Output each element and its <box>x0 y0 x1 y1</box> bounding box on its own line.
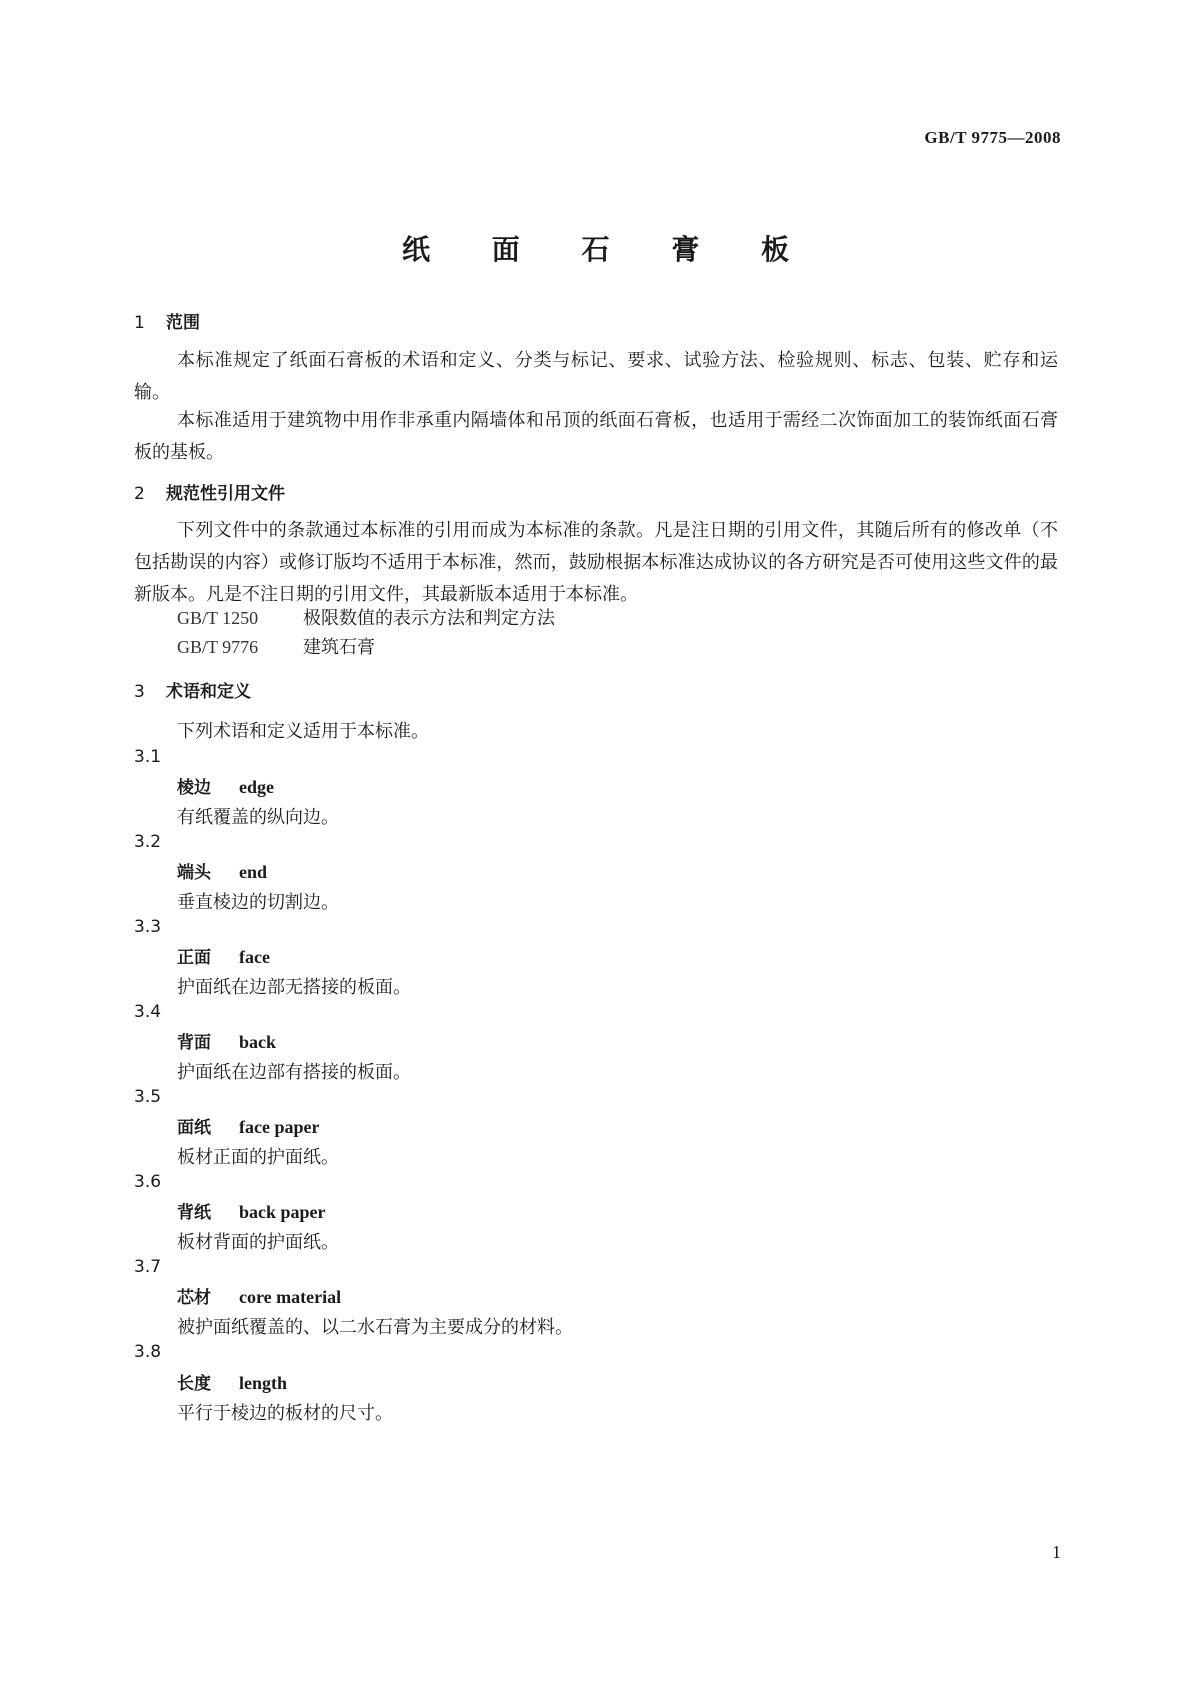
standard-code: GB/T 9775—2008 <box>924 128 1061 147</box>
term-entry <box>177 773 274 798</box>
term-en: face paper <box>239 1117 320 1137</box>
term-entry <box>177 1113 319 1138</box>
term-zh: 端头 <box>177 863 211 883</box>
term-en: edge <box>239 777 274 797</box>
document-title: 纸 面 石 膏 板 <box>402 233 815 266</box>
term-en: end <box>239 862 268 882</box>
term-en: back <box>239 1032 277 1052</box>
term-entry <box>177 1369 287 1394</box>
reference-code: GB/T 9776 <box>177 637 259 657</box>
term-en: face <box>239 947 270 967</box>
reference-item <box>177 604 555 630</box>
term-number: 3.4 <box>134 1002 162 1022</box>
term-zh: 面纸 <box>177 1118 211 1138</box>
term-number: 3.1 <box>134 747 162 767</box>
terms-intro: 下列术语和定义适用于本标准。 <box>177 721 429 742</box>
section-number: 2 <box>134 484 145 504</box>
references-intro: 下列文件中的条款通过本标准的引用而成为本标准的条款。凡是注日期的引用文件，其随后所有的修改单（不包括勘误的内容）或修订版均不适用于本标准，然而，鼓励根据本标准达成协议的各方研究是否可使用这些文件的最新版本。凡是不注日期的引用文件，其最新版本适用于本标准。 <box>134 520 1058 605</box>
section-title: 规范性引用文件 <box>166 484 285 504</box>
term-entry <box>177 858 267 883</box>
scope-paragraph-2: 本标准适用于建筑物中用作非承重内隔墙体和吊顶的纸面石膏板，也适用于需经二次饰面加工的装饰纸面石膏板的基板。 <box>134 410 1058 463</box>
term-entry <box>177 943 270 968</box>
section-heading-scope <box>134 308 200 333</box>
reference-name: 建筑石膏 <box>303 637 375 658</box>
term-number: 3.2 <box>134 832 162 852</box>
section-heading-references <box>134 479 285 504</box>
term-en: back paper <box>239 1202 326 1222</box>
term-entry <box>177 1028 276 1053</box>
term-number: 3.5 <box>134 1087 162 1107</box>
term-number: 3.6 <box>134 1172 162 1192</box>
reference-code: GB/T 1250 <box>177 608 259 628</box>
term-definition: 有纸覆盖的纵向边。 <box>177 807 339 828</box>
term-number: 3.8 <box>134 1342 162 1362</box>
reference-item <box>177 633 375 659</box>
section-title: 术语和定义 <box>166 682 251 702</box>
term-definition: 护面纸在边部有搭接的板面。 <box>177 1062 411 1083</box>
term-definition: 平行于棱边的板材的尺寸。 <box>177 1403 393 1424</box>
term-number: 3.7 <box>134 1257 162 1277</box>
term-entry <box>177 1198 326 1223</box>
term-en: length <box>239 1373 288 1393</box>
term-definition: 板材背面的护面纸。 <box>177 1232 339 1253</box>
term-zh: 背面 <box>177 1033 211 1053</box>
term-en: core material <box>239 1287 342 1307</box>
section-number: 1 <box>134 313 145 333</box>
section-number: 3 <box>134 682 145 702</box>
term-definition: 护面纸在边部无搭接的板面。 <box>177 977 411 998</box>
section-heading-terms <box>134 677 251 702</box>
term-zh: 正面 <box>177 948 211 968</box>
term-definition: 垂直棱边的切割边。 <box>177 892 339 913</box>
term-zh: 背纸 <box>177 1203 211 1223</box>
term-definition: 被护面纸覆盖的、以二水石膏为主要成分的材料。 <box>177 1317 573 1338</box>
scope-paragraph-1: 本标准规定了纸面石膏板的术语和定义、分类与标记、要求、试验方法、检验规则、标志、包装、贮存和运输。 <box>134 350 1058 403</box>
term-definition: 板材正面的护面纸。 <box>177 1147 339 1168</box>
term-zh: 长度 <box>177 1374 211 1394</box>
term-zh: 棱边 <box>177 778 211 798</box>
term-entry <box>177 1283 341 1308</box>
reference-name: 极限数值的表示方法和判定方法 <box>303 608 555 629</box>
page-number: 1 <box>1052 1542 1061 1562</box>
section-title: 范围 <box>166 313 200 333</box>
term-zh: 芯材 <box>177 1288 211 1308</box>
term-number: 3.3 <box>134 917 162 937</box>
